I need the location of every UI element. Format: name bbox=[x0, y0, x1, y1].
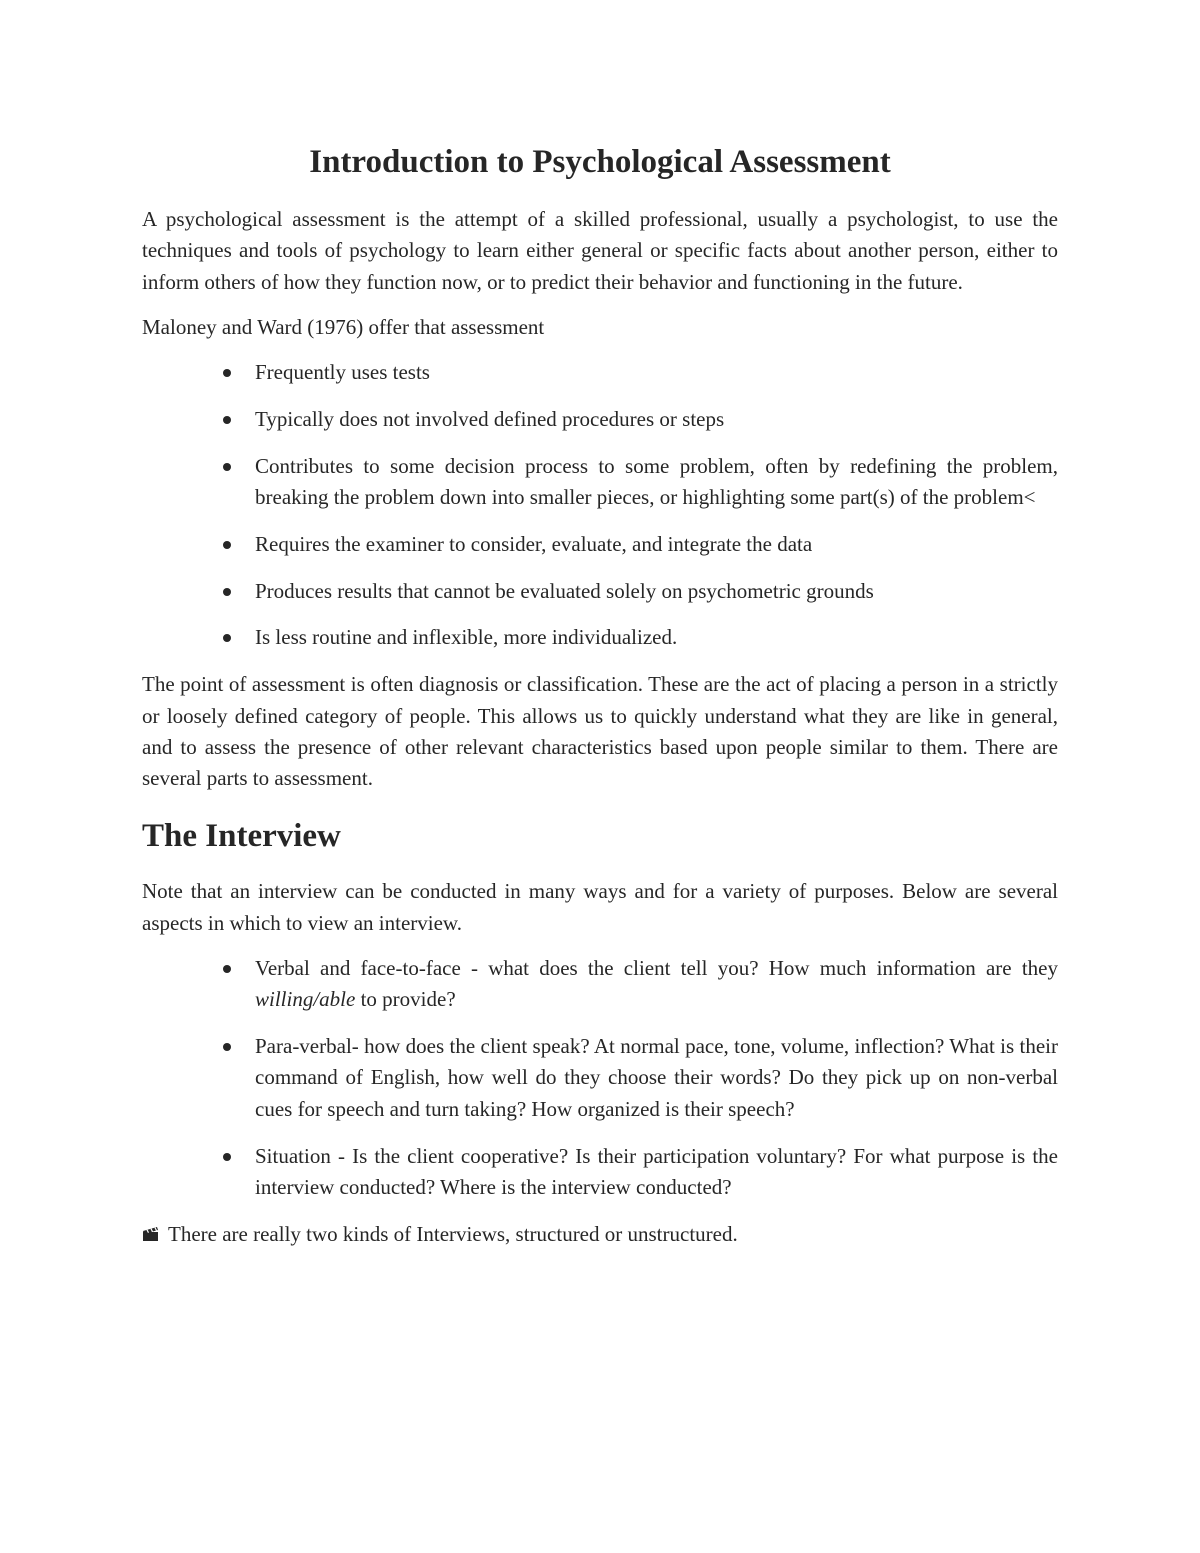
document-page bbox=[142, 140, 1058, 1264]
list-item bbox=[255, 357, 1058, 388]
list-item-text: Frequently uses tests bbox=[255, 360, 430, 385]
interview-heading: The Interview bbox=[142, 818, 341, 855]
bullet-icon bbox=[223, 965, 231, 973]
assessment-list bbox=[142, 357, 1058, 654]
bullet-icon bbox=[223, 541, 231, 549]
list-item-text: Typically does not involved defined procedures or steps bbox=[255, 406, 725, 431]
maloney-intro: Maloney and Ward (1976) offer that assessment bbox=[142, 314, 545, 339]
list-item bbox=[255, 529, 1058, 560]
list-item-text: Produces results that cannot be evaluated solely on psychometric grounds bbox=[255, 578, 874, 603]
emphasis-text: willing/able bbox=[255, 987, 356, 1012]
list-item-text: Verbal and face-to-face - what does the client tell you? How much information are they bbox=[255, 956, 1058, 981]
document-title: Introduction to Psychological Assessment bbox=[309, 144, 891, 180]
closing-text: There are really two kinds of Interviews, structured or unstructured. bbox=[168, 1221, 738, 1246]
bullet-icon bbox=[223, 1153, 231, 1161]
list-item bbox=[255, 451, 1058, 514]
bullet-icon bbox=[223, 588, 231, 596]
list-item bbox=[255, 1031, 1058, 1125]
interview-paragraph: Note that an interview can be conducted in many ways and for a variety of purposes. Below are several aspects in which to view an interview. bbox=[142, 879, 1058, 935]
bullet-icon bbox=[223, 369, 231, 377]
clapperboard-icon bbox=[142, 1220, 160, 1236]
bullet-icon bbox=[223, 463, 231, 471]
list-item-text: Para-verbal- how does the client speak? At normal pace, tone, volume, inflection? What is their command of English, how well do they choose their words? Do they pick up on non-verbal cues for speech and turn taking? How organized is their speech? bbox=[255, 1034, 1058, 1121]
closing-line bbox=[142, 1219, 1058, 1250]
point-paragraph: The point of assessment is often diagnosis or classification. These are the act of placing a person in a strictly or loosely defined category of people. This allows us to quickly understand what they are like in general, and to assess the presence of other relevant characteristics based upon people similar to them. There are several parts to assessment. bbox=[142, 672, 1058, 791]
bullet-icon bbox=[223, 1043, 231, 1051]
list-item-text: Contributes to some decision process to some problem, often by redefining the problem, breaking the problem down into smaller pieces, or highlighting some part(s) of the problem< bbox=[255, 453, 1058, 510]
bullet-icon bbox=[223, 416, 231, 424]
list-item bbox=[255, 404, 1058, 435]
list-item-text: Situation - Is the client cooperative? Is their participation voluntary? For what purpose is the interview conducted? Where is the interview conducted? bbox=[255, 1143, 1058, 1199]
list-item bbox=[255, 953, 1058, 1016]
interview-list bbox=[142, 953, 1058, 1203]
bullet-icon bbox=[223, 634, 231, 642]
list-item bbox=[255, 576, 1058, 607]
list-item bbox=[255, 1141, 1058, 1204]
intro-paragraph: A psychological assessment is the attempt of a skilled professional, usually a psychologist, to use the techniques and tools of psychology to learn either general or specific facts about another person, either to inform others of how they function now, or to predict their behavior and functioning in the future. bbox=[142, 207, 1058, 294]
list-item-text: Requires the examiner to consider, evaluate, and integrate the data bbox=[255, 531, 813, 556]
list-item-text: Is less routine and inflexible, more individualized. bbox=[255, 625, 678, 650]
list-item bbox=[255, 622, 1058, 653]
list-item-text: to provide? bbox=[355, 987, 456, 1012]
